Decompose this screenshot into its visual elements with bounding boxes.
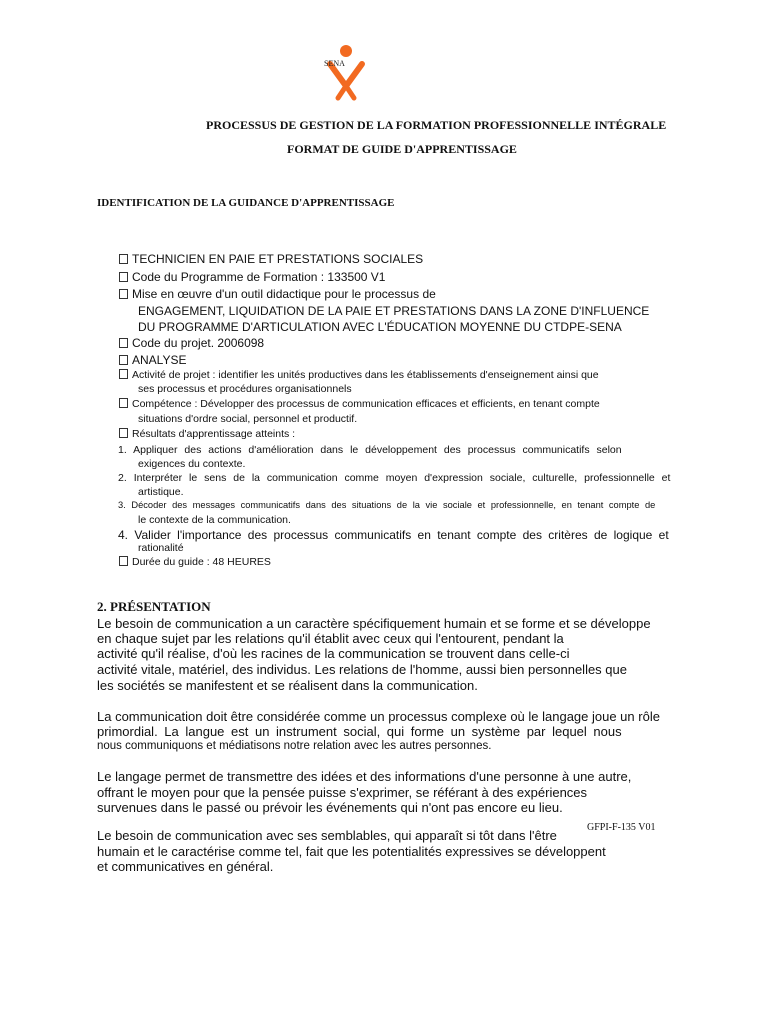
p4-line: et communicatives en général. (97, 859, 274, 874)
checkbox-icon (119, 398, 128, 408)
result-number: 3. (118, 500, 126, 510)
p3-line: offrant le moyen pour que la pensée puisse s'exprimer, se référant à des expériences (97, 785, 588, 800)
logo-legs-shape (338, 86, 354, 98)
presentation-title: 2. PRÉSENTATION (97, 599, 211, 614)
sena-logo (320, 42, 380, 102)
result-text: Interpréter le sens de la communication comme moyen d'expression sociale, culturelle, professionnelle et (133, 472, 671, 484)
p1-line: Le besoin de communication a un caractère spécifiquement humain et se forme et se développe (97, 616, 651, 631)
result-1 (118, 444, 622, 456)
logo-head-shape (340, 45, 352, 57)
result-3-cont: le contexte de la communication. (138, 514, 291, 526)
result-4 (118, 528, 669, 542)
result-number: 1. (118, 444, 127, 456)
item-activity (119, 369, 599, 381)
p2-line: La communication doit être considérée comme un processus complexe où le langage joue un rôle (97, 709, 660, 724)
p2-line: nous communiquons et médiatisons notre relation avec les autres personnes. (97, 740, 492, 752)
result-text: Décoder des messages communicatifs dans des situations de la vie sociale et professionnelle, en tenant compte de (131, 500, 656, 510)
checkbox-icon (119, 254, 128, 264)
result-2 (118, 472, 670, 484)
item-phase-text: ANALYSE (132, 353, 187, 367)
p1-line: activité qu'il réalise, d'où les racines de la communication se trouvent dans celle-ci (97, 646, 570, 661)
logo-label: SENA (324, 59, 345, 68)
result-1-cont: exigences du contexte. (138, 458, 246, 470)
result-number: 4. (118, 528, 129, 542)
item-code-project (119, 336, 264, 350)
checkbox-icon (119, 428, 128, 438)
result-number: 2. (118, 472, 127, 484)
result-2-cont: artistique. (138, 486, 184, 498)
item-competence-text: Compétence : Développer des processus de communication efficaces et efficients, en tenant compte (132, 398, 600, 410)
item-phase (119, 353, 186, 367)
item-duration-text: Durée du guide : 48 HEURES (132, 556, 271, 568)
p3-line: Le langage permet de transmettre des idées et des informations d'une personne à une autre, (97, 769, 632, 784)
p4-line: humain et le caractérise comme tel, fait que les potentialités expressives se développent (97, 844, 606, 859)
item-activity-text: Activité de projet : identifier les unités productives dans les établissements d'enseignement ainsi que (132, 369, 599, 381)
form-code: GFPI-F-135 V01 (587, 822, 656, 833)
item-duration (119, 556, 271, 568)
result-text: Appliquer des actions d'amélioration dans le développement des processus communicatifs selon (133, 444, 622, 456)
item-mise (119, 287, 436, 301)
item-program (119, 252, 423, 266)
item-program-text: TECHNICIEN EN PAIE ET PRESTATIONS SOCIALES (132, 252, 424, 266)
p2-line: primordial. La langue est un instrument social, qui forme un système par lequel nous (97, 724, 622, 739)
p1-line: les sociétés se manifestent et se réalisent dans la communication. (97, 678, 478, 693)
item-competence (119, 398, 600, 410)
result-text: Valider l'importance des processus communicatifs en tenant compte des critères de logique et (134, 528, 669, 542)
checkbox-icon (119, 338, 128, 348)
checkbox-icon (119, 355, 128, 365)
p1-line: activité vitale, matériel, des individus. Les relations de l'homme, aussi bien personnelles que (97, 662, 627, 677)
identification-title: IDENTIFICATION DE LA GUIDANCE D'APPRENTISSAGE (97, 197, 395, 209)
p4-line: Le besoin de communication avec ses semblables, qui apparaît si tôt dans l'être (97, 828, 557, 843)
checkbox-icon (119, 556, 128, 566)
p1-line: en chaque sujet par les relations qu'il établit avec ceux qui l'entourent, pendant la (97, 631, 564, 646)
item-mise-line2: ENGAGEMENT, LIQUIDATION DE LA PAIE ET PRESTATIONS DANS LA ZONE D'INFLUENCE (138, 304, 650, 318)
checkbox-icon (119, 369, 128, 379)
process-title: PROCESSUS DE GESTION DE LA FORMATION PROFESSIONNELLE INTÉGRALE (206, 118, 667, 132)
result-4-cont: rationalité (138, 542, 184, 554)
format-title: FORMAT DE GUIDE D'APPRENTISSAGE (287, 142, 517, 156)
item-mise-text: Mise en œuvre d'un outil didactique pour le processus de (132, 287, 436, 301)
item-code-project-text: Code du projet. 2006098 (132, 336, 265, 350)
item-results-title-text: Résultats d'apprentissage atteints : (132, 428, 296, 440)
checkbox-icon (119, 272, 128, 282)
item-code-program (119, 270, 385, 284)
item-activity-line2: ses processus et procédures organisationnels (138, 383, 352, 395)
item-competence-line2: situations d'ordre social, personnel et productif. (138, 413, 358, 425)
p3-line: survenues dans le passé ou prévoir les événements qui n'ont pas encore eu lieu. (97, 800, 563, 815)
item-code-program-text: Code du Programme de Formation : 133500 V1 (132, 270, 386, 284)
item-mise-line3: DU PROGRAMME D'ARTICULATION AVEC L'ÉDUCATION MOYENNE DU CTDPE-SENA (138, 320, 622, 334)
item-results-title (119, 428, 295, 440)
checkbox-icon (119, 289, 128, 299)
result-3 (118, 500, 655, 510)
